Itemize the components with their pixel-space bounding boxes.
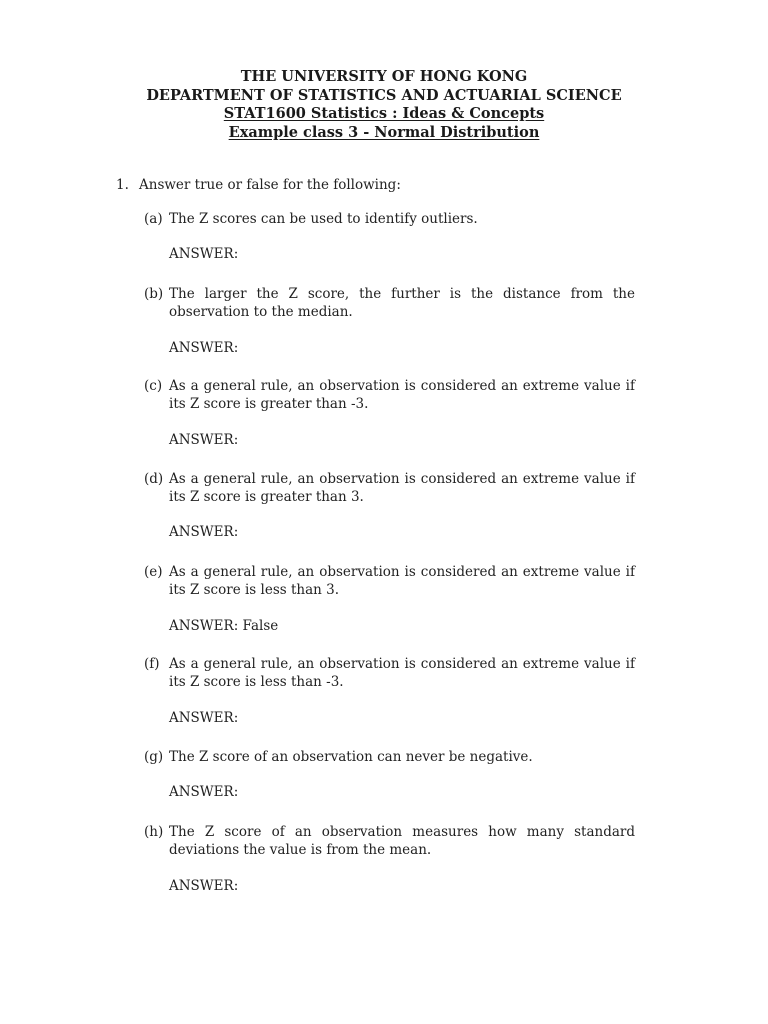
document-header xyxy=(0,68,768,142)
item-text: The larger the Z score, the further is the distance from the observation to the median. xyxy=(169,286,635,320)
answer-a: ANSWER: xyxy=(169,246,239,262)
item-text: The Z score of an observation can never be negative. xyxy=(169,749,533,765)
class-title: Example class 3 - Normal Distribution xyxy=(228,123,540,141)
item-text: As a general rule, an observation is considered an extreme value if its Z score is greater than 3. xyxy=(169,471,635,505)
department-title: DEPARTMENT OF STATISTICS AND ACTUARIAL SCIENCE xyxy=(146,86,622,104)
item-text: As a general rule, an observation is considered an extreme value if its Z score is less than -3. xyxy=(169,656,635,690)
item-label: (f) xyxy=(144,656,160,672)
answer-d: ANSWER: xyxy=(169,524,239,540)
item-text: As a general rule, an observation is considered an extreme value if its Z score is less than 3. xyxy=(169,564,635,598)
answer-g: ANSWER: xyxy=(169,784,239,800)
answer-h: ANSWER: xyxy=(169,878,239,894)
item-label: (h) xyxy=(144,824,164,840)
item-label: (g) xyxy=(144,749,164,765)
answer-b: ANSWER: xyxy=(169,340,239,356)
question-text: Answer true or false for the following: xyxy=(139,177,401,193)
answer-c: ANSWER: xyxy=(169,432,239,448)
item-label: (c) xyxy=(144,378,163,394)
question-number: 1. xyxy=(116,177,129,193)
item-text: The Z score of an observation measures how many standard deviations the value is from the mean. xyxy=(169,824,635,858)
answer-e: ANSWER: False xyxy=(169,618,279,634)
item-label: (e) xyxy=(144,564,163,580)
item-label: (a) xyxy=(144,211,163,227)
course-title: STAT1600 Statistics : Ideas & Concepts xyxy=(223,105,545,122)
answer-f: ANSWER: xyxy=(169,710,239,726)
item-text: As a general rule, an observation is considered an extreme value if its Z score is greater than -3. xyxy=(169,378,635,412)
item-label: (d) xyxy=(144,471,164,487)
item-text: The Z scores can be used to identify outliers. xyxy=(169,211,478,227)
university-title: THE UNIVERSITY OF HONG KONG xyxy=(240,68,528,85)
item-label: (b) xyxy=(144,286,164,302)
